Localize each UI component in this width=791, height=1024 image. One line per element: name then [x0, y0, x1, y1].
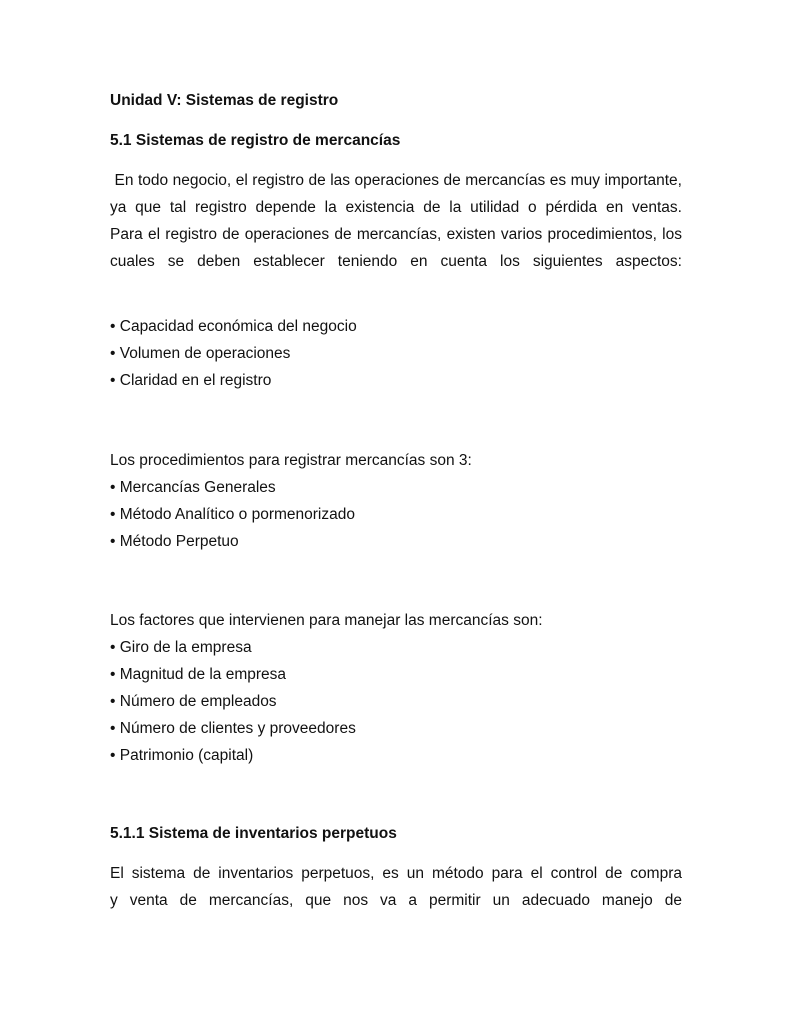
procedure-label: Método Perpetuo [119, 533, 239, 550]
aspect-label: Claridad en el registro [119, 372, 272, 389]
list-item [110, 661, 682, 688]
bullet-glyph: • [110, 639, 116, 656]
bullet-glyph: • [110, 693, 116, 710]
section-5-1-heading: 5.1 Sistemas de registro de mercancías [110, 132, 401, 149]
paragraph-line: cuales se deben establecer teniendo en cuenta los siguientes aspectos: [110, 253, 682, 270]
list-item [110, 501, 682, 528]
bullet-glyph: • [110, 666, 116, 683]
list-item [110, 367, 682, 394]
aspects-list [110, 313, 682, 394]
list-item [110, 528, 682, 555]
aspect-label: Volumen de operaciones [119, 345, 291, 362]
bullet-glyph: • [110, 345, 116, 362]
procedure-label: Mercancías Generales [119, 479, 276, 496]
list-item [110, 313, 682, 340]
procedures-intro: Los procedimientos para registrar mercancías son 3: [110, 452, 472, 469]
bullet-glyph: • [110, 720, 116, 737]
paragraph-line: En todo negocio, el registro de las operaciones de mercancías es muy importante, [110, 172, 682, 189]
factor-label: Giro de la empresa [119, 639, 252, 656]
list-item [110, 474, 682, 501]
list-item [110, 715, 682, 742]
section-5-1-1-paragraph [110, 860, 682, 914]
factor-label: Número de clientes y proveedores [119, 720, 356, 737]
bullet-glyph: • [110, 479, 116, 496]
unit-title: Unidad V: Sistemas de registro [110, 92, 339, 109]
factors-block [110, 607, 682, 769]
list-item [110, 742, 682, 769]
procedures-block [110, 447, 682, 555]
bullet-glyph: • [110, 506, 116, 523]
bullet-glyph: • [110, 747, 116, 764]
aspect-label: Capacidad económica del negocio [119, 318, 357, 335]
bullet-glyph: • [110, 372, 116, 389]
procedure-label: Método Analítico o pormenorizado [119, 506, 355, 523]
factors-intro: Los factores que intervienen para manejar las mercancías son: [110, 612, 543, 629]
factor-label: Número de empleados [119, 693, 277, 710]
factor-label: Magnitud de la empresa [119, 666, 287, 683]
factor-label: Patrimonio (capital) [119, 747, 254, 764]
paragraph-line: ya que tal registro depende la existencia de la utilidad o pérdida en ventas. [110, 199, 682, 216]
list-item [110, 340, 682, 367]
list-item [110, 688, 682, 715]
list-item [110, 634, 682, 661]
section-5-1-1-heading: 5.1.1 Sistema de inventarios perpetuos [110, 825, 397, 842]
section-5-1-intro-paragraph [110, 167, 682, 275]
paragraph-line: El sistema de inventarios perpetuos, es un método para el control de compra [110, 865, 682, 882]
bullet-glyph: • [110, 533, 116, 550]
bullet-glyph: • [110, 318, 116, 335]
paragraph-line: y venta de mercancías, que nos va a permitir un adecuado manejo de [110, 892, 682, 909]
paragraph-line: Para el registro de operaciones de mercancías, existen varios procedimientos, los [110, 226, 682, 243]
